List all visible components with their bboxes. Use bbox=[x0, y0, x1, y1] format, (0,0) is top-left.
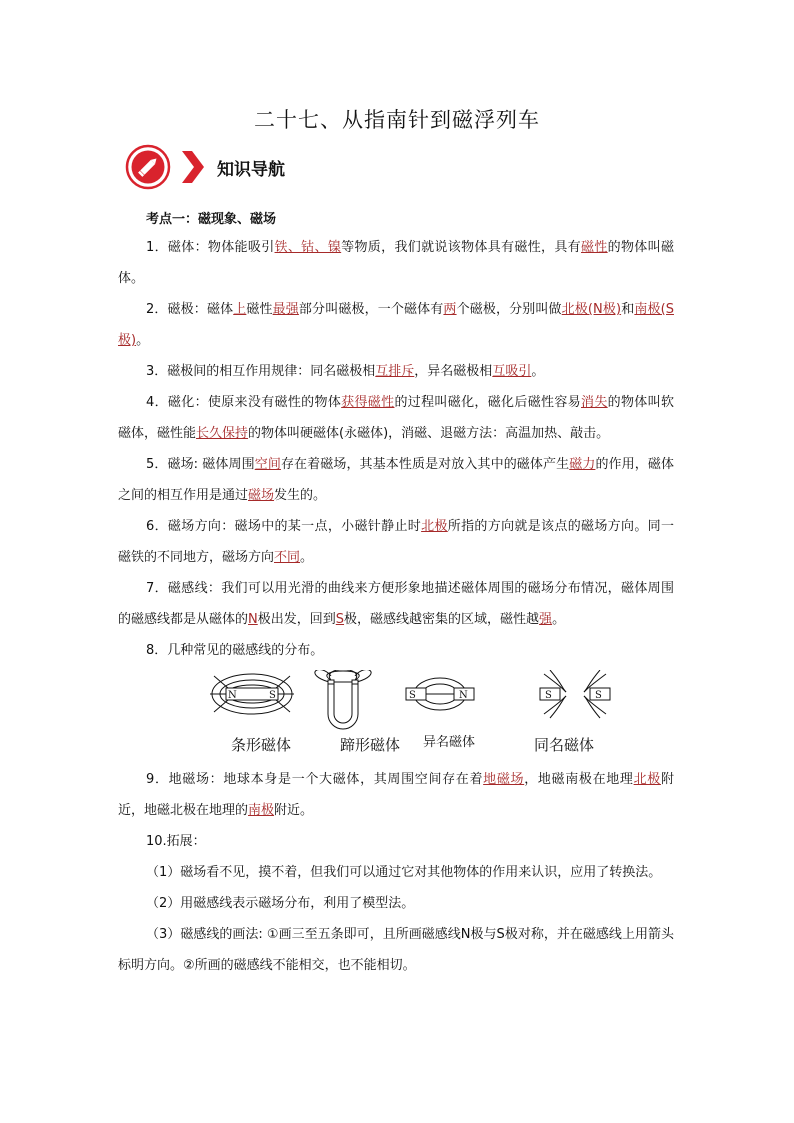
item-5: 5．磁场: 磁体周围空间存在着磁场，其基本性质是对放入其中的磁体产生磁力的作用，磁体之间的相互作用是通过磁场发生的。 bbox=[118, 457, 674, 503]
bar-n-label: N bbox=[228, 690, 237, 701]
item-9: 9．地磁场：地球本身是一个大磁体，其周围空间存在着地磁场，地磁南极在地理北极附近，地磁北极在地理的南极附近。 bbox=[118, 772, 674, 818]
bar-s-label: S bbox=[269, 690, 276, 701]
caption-bar-magnet: 条形磁体 bbox=[231, 736, 292, 754]
field-lines-figure bbox=[210, 670, 630, 734]
unlike-n-label: N bbox=[459, 690, 468, 701]
knowledge-content bbox=[118, 210, 674, 981]
caption-unlike-poles: 异名磁体 bbox=[423, 735, 476, 750]
caption-horseshoe-magnet: 蹄形磁体 bbox=[340, 736, 401, 754]
item-7: 7．磁感线：我们可以用光滑的曲线来方便形象地描述磁体周围的磁场分布情况，磁体周围的磁感线都是从磁体的N极出发，回到S极，磁感线越密集的区域，磁性越强。 bbox=[118, 581, 674, 627]
item-4: 4．磁化：使原来没有磁性的物体获得磁性的过程叫磁化，磁化后磁性容易消失的物体叫软磁体，磁性能长久保持的物体叫硬磁体(永磁体)，消磁、退磁方法：高温加热、敲击。 bbox=[118, 395, 674, 441]
magnetic-field-diagram bbox=[118, 670, 674, 760]
pencil-icon bbox=[125, 144, 171, 190]
item-10: 10.拓展： bbox=[146, 834, 206, 849]
unlike-s-label: S bbox=[409, 690, 416, 701]
caption-like-poles: 同名磁体 bbox=[534, 736, 595, 754]
extension-1: （1）磁场看不见，摸不着，但我们可以通过它对其他物体的作用来认识，应用了转换法。 bbox=[146, 865, 662, 880]
item-3: 3．磁极间的相互作用规律：同名磁极相互排斥，异名磁极相互吸引。 bbox=[146, 364, 545, 379]
like-s1-label: S bbox=[545, 690, 552, 701]
topic-heading: 考点一：磁现象、磁场 bbox=[146, 212, 277, 227]
item-1: 1．磁体：物体能吸引铁、钴、镍等物质，我们就说该物体具有磁性，具有磁性的物体叫磁体。 bbox=[118, 240, 674, 286]
chevron-right-icon bbox=[180, 149, 206, 185]
page-title: 二十七、从指南针到磁浮列车 bbox=[254, 108, 540, 132]
extension-3: （3）磁感线的画法: ①画三至五条即可，且所画磁感线N极与S极对称，并在磁感线上用箭头标明方向。②所画的磁感线不能相交，也不能相切。 bbox=[118, 927, 674, 973]
like-s2-label: S bbox=[595, 690, 602, 701]
extension-2: （2）用磁感线表示磁场分布，利用了模型法。 bbox=[146, 896, 415, 911]
item-6: 6．磁场方向：磁场中的某一点，小磁针静止时北极所指的方向就是该点的磁场方向。同一磁铁的不同地方，磁场方向不同。 bbox=[118, 519, 674, 565]
section-title: 知识导航 bbox=[217, 160, 285, 180]
item-2: 2．磁极：磁体上磁性最强部分叫磁极，一个磁体有两个磁极，分别叫做北极(N极)和南极(S极)。 bbox=[118, 302, 674, 348]
item-8: 8．几种常见的磁感线的分布。 bbox=[146, 643, 324, 658]
